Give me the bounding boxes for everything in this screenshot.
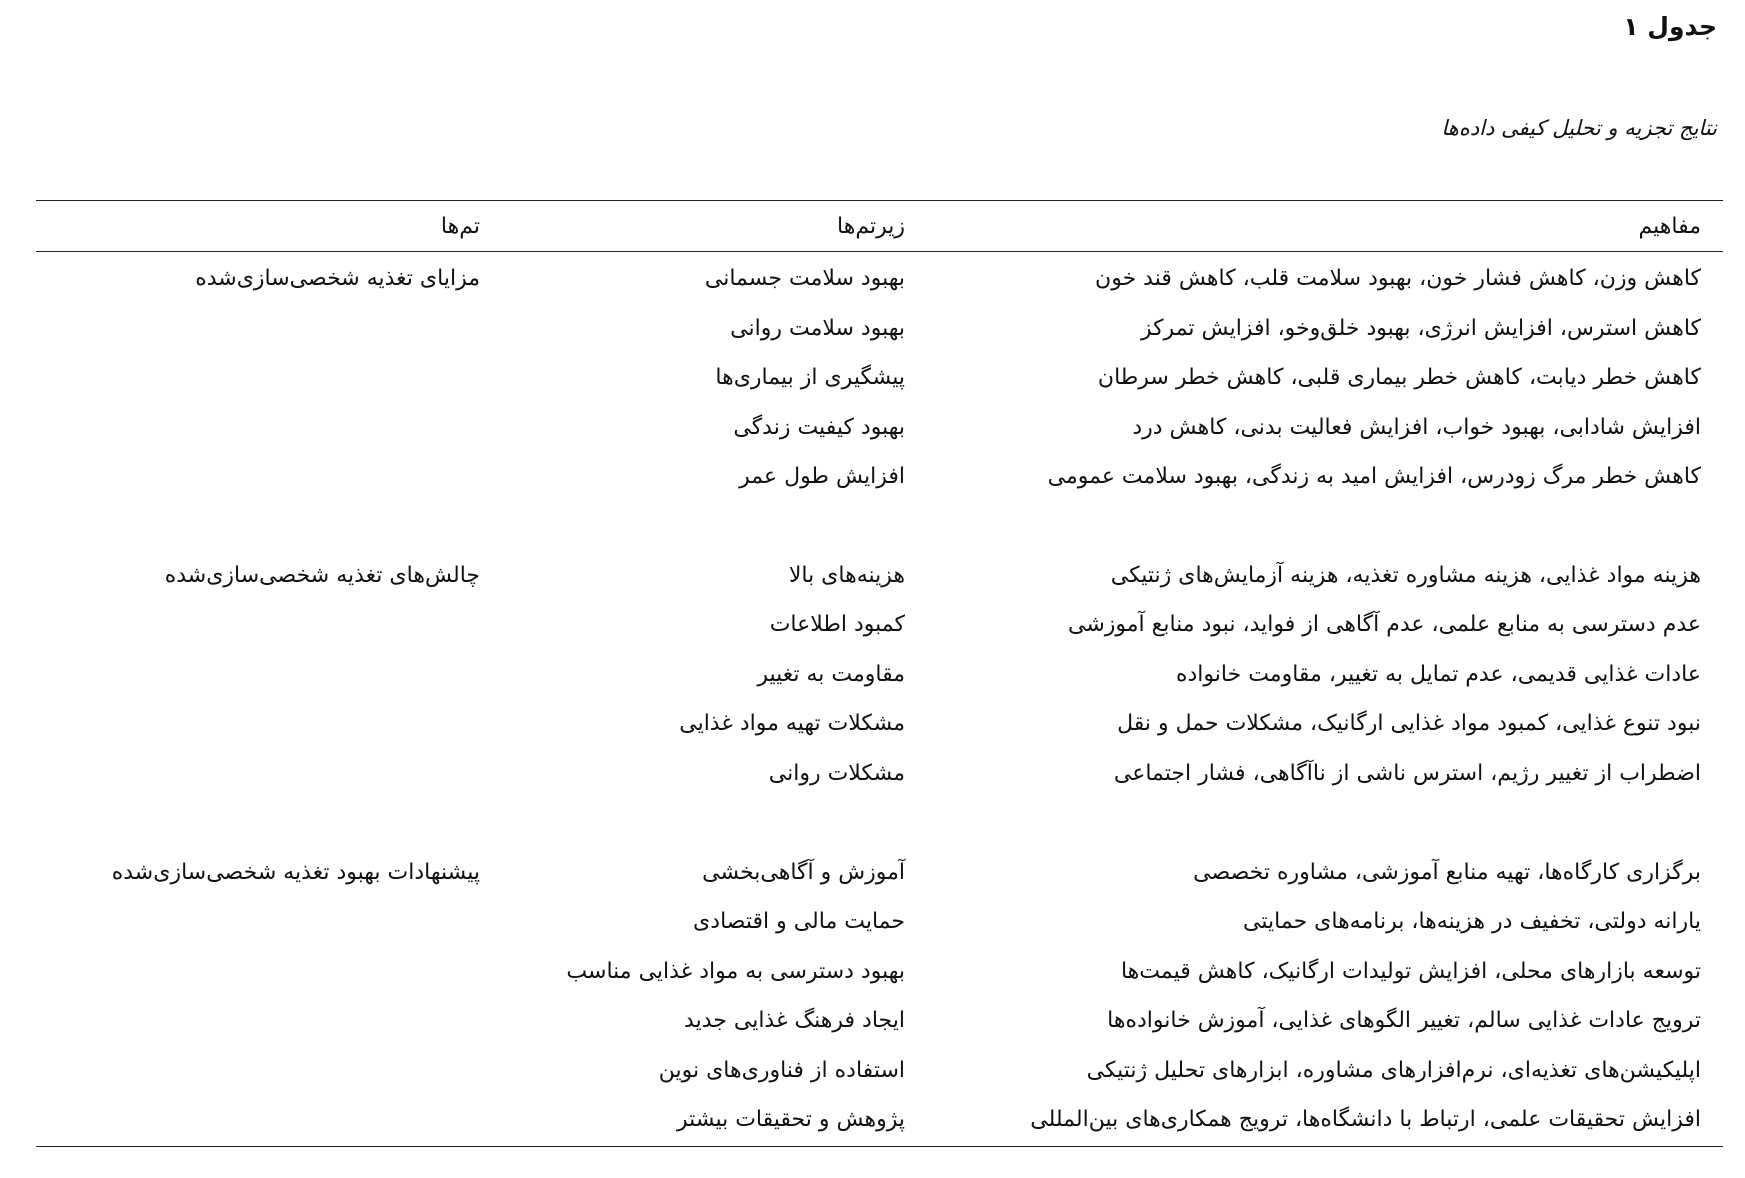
subtheme-cell: بهبود دسترسی به مواد غذایی مناسب (566, 959, 905, 984)
table-caption: نتایج تجزیه و تحلیل کیفی داده‌ها (1441, 116, 1717, 140)
concepts-cell: هزینه مواد غذایی، هزینه مشاوره تغذیه، هزینه آزمایش‌های ژنتیکی (1110, 563, 1701, 588)
table-row (36, 996, 1723, 1046)
concepts-cell: کاهش خطر مرگ زودرس، افزایش امید به زندگی، بهبود سلامت عمومی (1047, 464, 1701, 489)
subtheme-cell: هزینه‌های بالا (788, 563, 905, 588)
table-row (36, 650, 1723, 700)
table-title: جدول ۱ (1623, 12, 1717, 41)
concepts-cell: اپلیکیشن‌های تغذیه‌ای، نرم‌افزارهای مشاوره، ابزارهای تحلیل ژنتیکی (1086, 1058, 1701, 1083)
subtheme-cell: آموزش و آگاهی‌بخشی (702, 860, 905, 885)
table-row (36, 897, 1723, 947)
concepts-cell: اضطراب از تغییر رژیم، استرس ناشی از ناآگاهی، فشار اجتماعی (1113, 761, 1701, 786)
concepts-cell: کاهش وزن، کاهش فشار خون، بهبود سلامت قلب، کاهش قند خون (1095, 266, 1701, 291)
concepts-cell: عادات غذایی قدیمی، عدم تمایل به تغییر، مقاومت خانواده (1175, 662, 1701, 687)
subtheme-cell: پیشگیری از بیماری‌ها (715, 365, 905, 390)
concepts-cell: نبود تنوع غذایی، کمبود مواد غذایی ارگانیک، مشکلات حمل و نقل (1117, 711, 1701, 736)
theme-cell: چالش‌های تغذیه شخصی‌سازی‌شده (164, 563, 480, 588)
table-row (36, 353, 1723, 403)
subtheme-cell: بهبود سلامت روانی (730, 316, 905, 341)
concepts-cell: توسعه بازارهای محلی، افزایش تولیدات ارگانیک، کاهش قیمت‌ها (1120, 959, 1701, 984)
header-subthemes: زیرتم‌ها (837, 214, 905, 239)
table-bottom-rule (36, 1146, 1723, 1147)
theme-cell: پیشنهادات بهبود تغذیه شخصی‌سازی‌شده (111, 860, 480, 885)
table-row (36, 254, 1723, 304)
concepts-cell: افزایش شادابی، بهبود خواب، افزایش فعالیت بدنی، کاهش درد (1132, 415, 1701, 440)
table-header-rule (36, 251, 1723, 252)
table-row (36, 551, 1723, 601)
subtheme-cell: پژوهش و تحقیقات بیشتر (677, 1107, 905, 1132)
concepts-cell: برگزاری کارگاه‌ها، تهیه منابع آموزشی، مشاوره تخصصی (1193, 860, 1701, 885)
concepts-cell: افزایش تحقیقات علمی، ارتباط با دانشگاه‌ها، ترویج همکاری‌های بین‌المللی (1030, 1107, 1701, 1132)
subtheme-cell: حمایت مالی و اقتصادی (693, 909, 905, 934)
concepts-cell: یارانه دولتی، تخفیف در هزینه‌ها، برنامه‌های حمایتی (1243, 909, 1701, 934)
table-row (36, 403, 1723, 453)
concepts-cell: عدم دسترسی به منابع علمی، عدم آگاهی از فواید، نبود منابع آموزشی (1067, 612, 1701, 637)
subtheme-cell: مشکلات تهیه مواد غذایی (679, 711, 905, 736)
table-row (36, 699, 1723, 749)
subtheme-cell: استفاده از فناوری‌های نوین (658, 1058, 905, 1083)
subtheme-cell: کمبود اطلاعات (769, 612, 905, 637)
table-row (36, 304, 1723, 354)
concepts-cell: کاهش استرس، افزایش انرژی، بهبود خلق‌وخو، افزایش تمرکز (1140, 316, 1701, 341)
header-themes: تم‌ها (440, 214, 480, 239)
subtheme-cell: بهبود سلامت جسمانی (704, 266, 905, 291)
header-concepts: مفاهیم (1638, 214, 1701, 239)
table-row (36, 452, 1723, 502)
table-row (36, 600, 1723, 650)
table-row (36, 1046, 1723, 1096)
subtheme-cell: بهبود کیفیت زندگی (733, 415, 905, 440)
table-header-row (36, 202, 1723, 252)
theme-cell: مزایای تغذیه شخصی‌سازی‌شده (195, 266, 480, 291)
subtheme-cell: مقاومت به تغییر (757, 662, 905, 687)
concepts-cell: کاهش خطر دیابت، کاهش خطر بیماری قلبی، کاهش خطر سرطان (1097, 365, 1701, 390)
subtheme-cell: ایجاد فرهنگ غذایی جدید (684, 1008, 905, 1033)
table-row (36, 1095, 1723, 1145)
table-row (36, 947, 1723, 997)
concepts-cell: ترویج عادات غذایی سالم، تغییر الگوهای غذایی، آموزش خانواده‌ها (1107, 1008, 1701, 1033)
table-row (36, 848, 1723, 898)
subtheme-cell: افزایش طول عمر (739, 464, 905, 489)
table-top-rule (36, 200, 1723, 201)
table-row (36, 749, 1723, 799)
subtheme-cell: مشکلات روانی (768, 761, 905, 786)
